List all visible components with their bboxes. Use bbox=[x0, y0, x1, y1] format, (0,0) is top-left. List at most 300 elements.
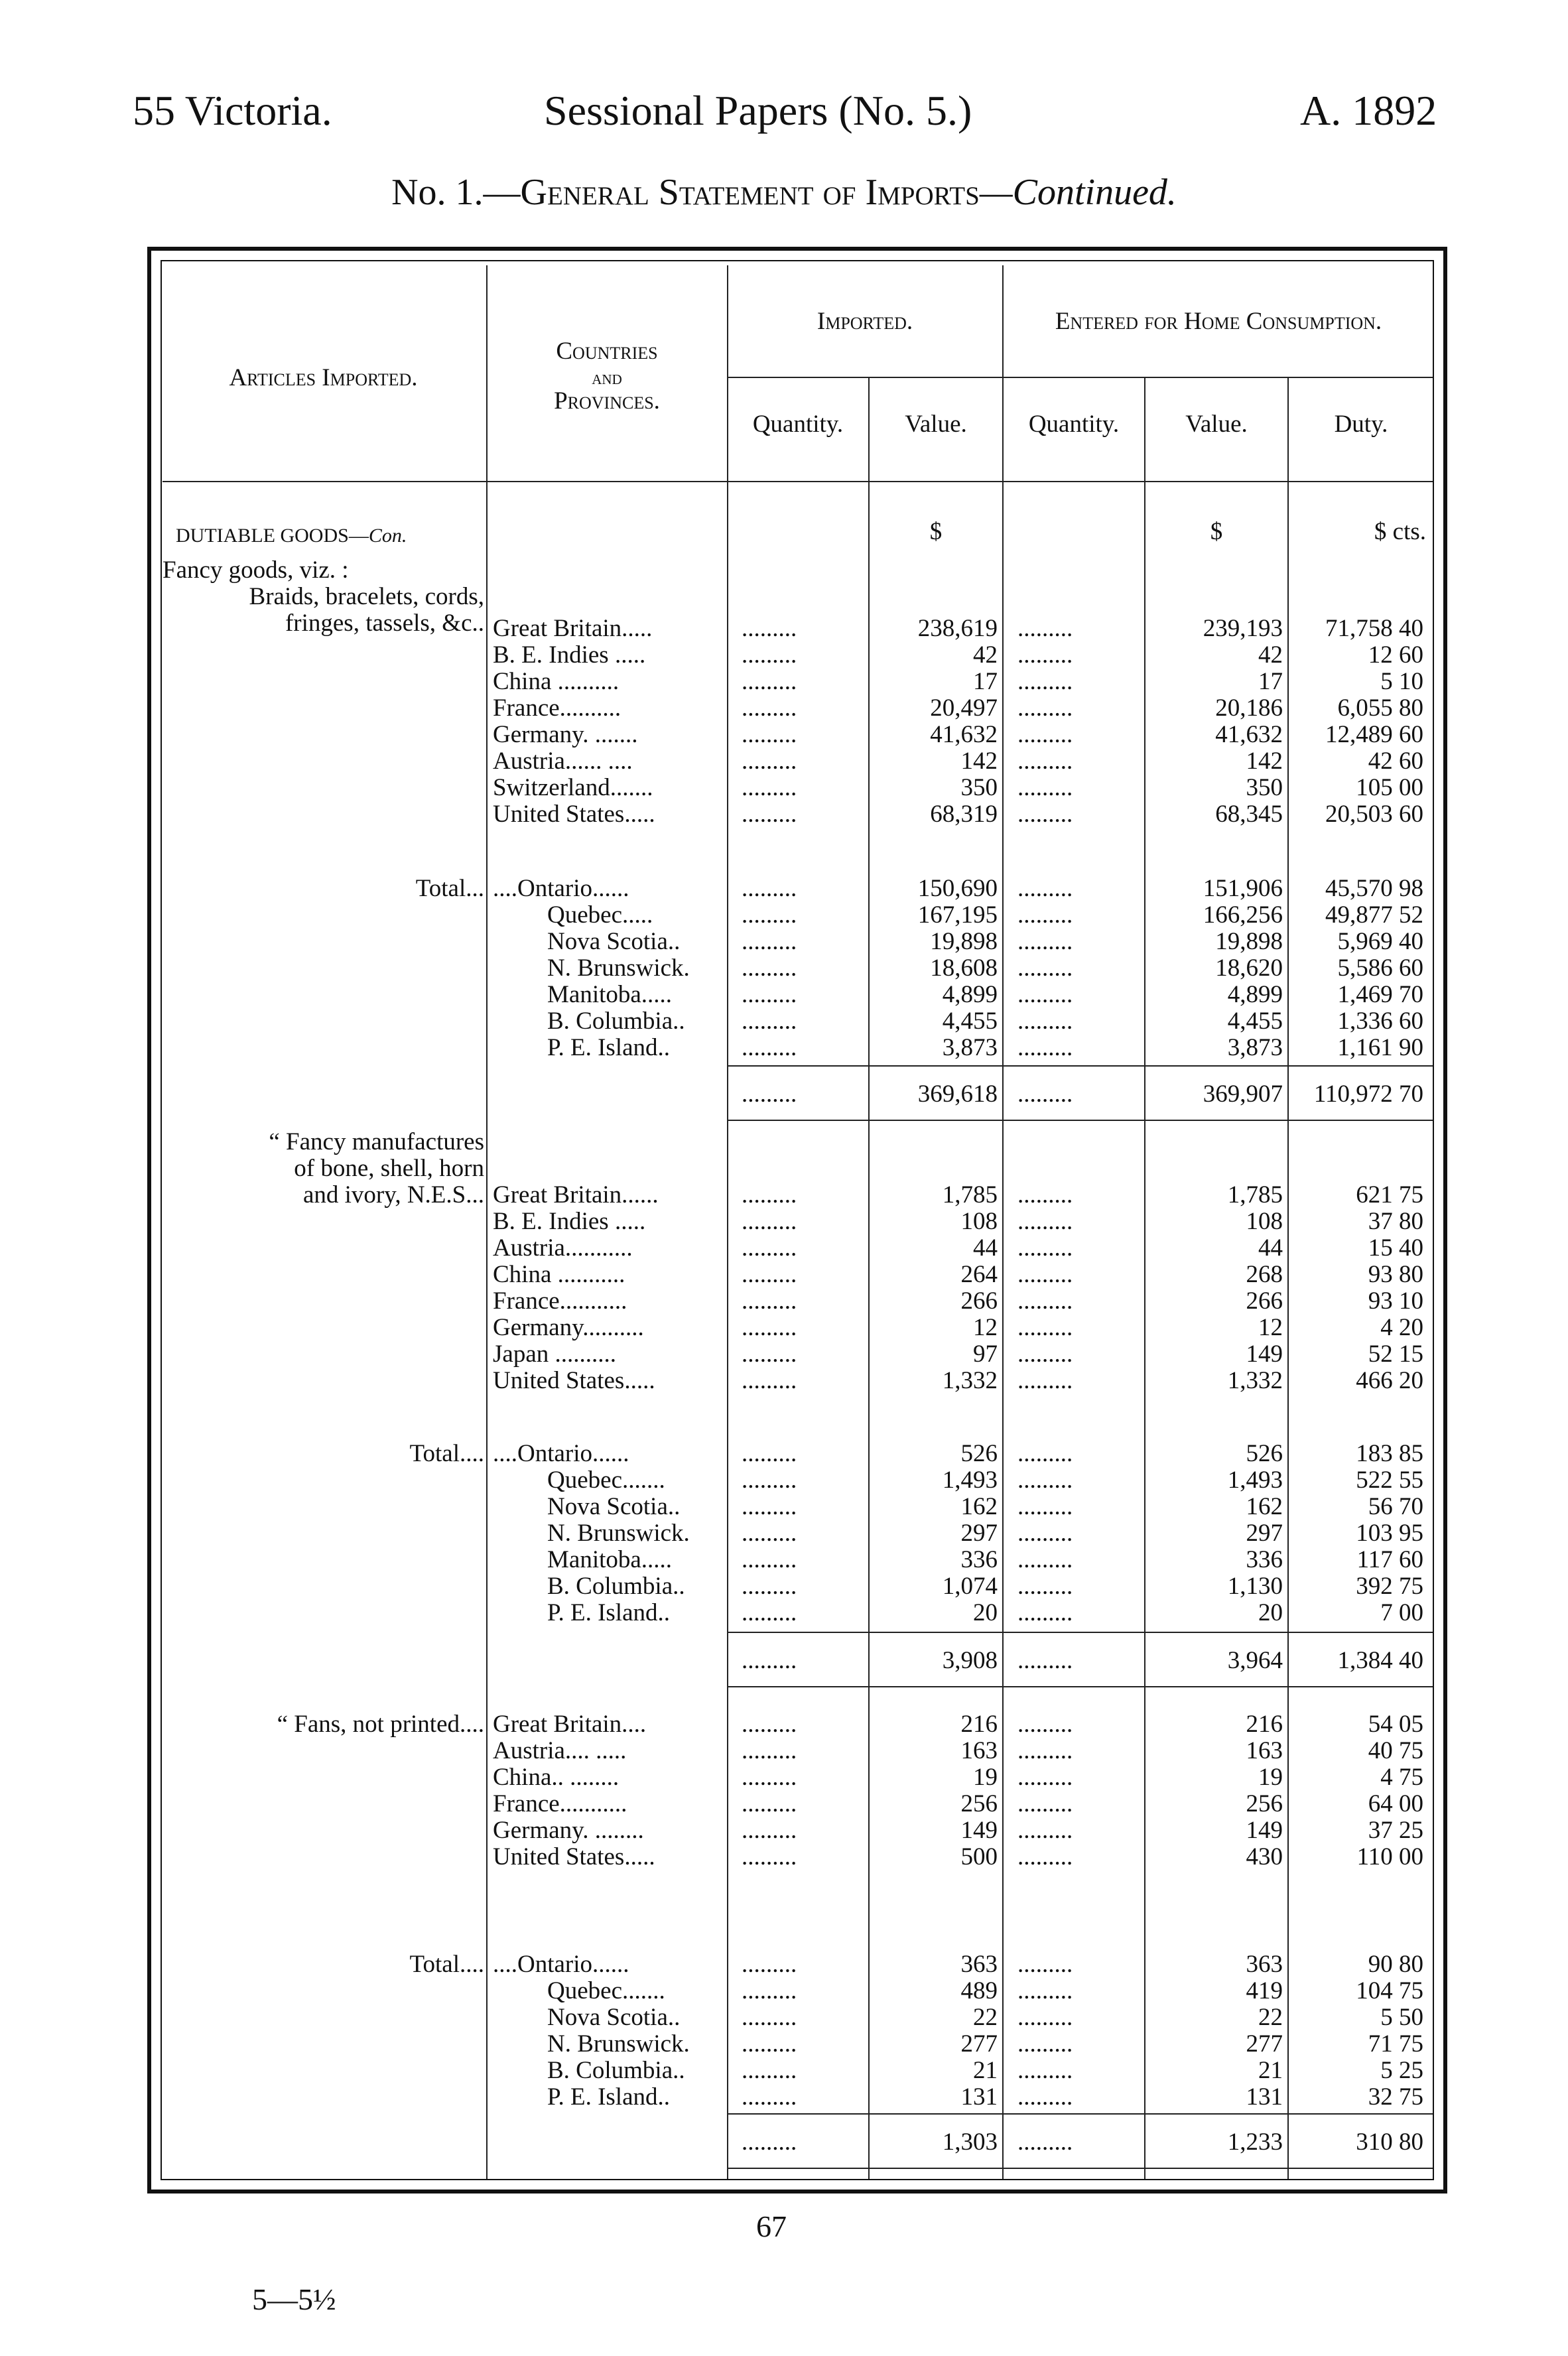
province-cell: Manitoba..... bbox=[547, 981, 673, 1008]
duty-cell: 71 75 bbox=[1368, 2030, 1423, 2058]
value-entered-cell: 277 bbox=[1246, 2030, 1283, 2058]
col-header-value-entered: Value. bbox=[1185, 411, 1248, 438]
value-entered-cell: 20 bbox=[1258, 1599, 1283, 1626]
country-cell: United States..... bbox=[493, 1367, 655, 1394]
quantity-entered-cell: ......... bbox=[1017, 641, 1073, 669]
quantity-entered-cell: ......... bbox=[1017, 1440, 1073, 1467]
quantity-cell: ......... bbox=[742, 668, 797, 695]
col-header-value: Value. bbox=[905, 411, 967, 438]
value-cell: 21 bbox=[973, 2057, 998, 2084]
value-entered-cell: 42 bbox=[1258, 641, 1283, 669]
total-label: Total... bbox=[415, 875, 484, 902]
value-entered-cell: 142 bbox=[1246, 748, 1283, 775]
quantity-cell: ......... bbox=[742, 981, 797, 1008]
quantity-cell: ......... bbox=[742, 954, 797, 982]
value-entered-cell: 1,493 bbox=[1227, 1467, 1283, 1494]
quantity-entered-cell: ......... bbox=[1017, 1843, 1073, 1870]
value-entered-cell: 297 bbox=[1246, 1520, 1283, 1547]
duty-cell: 40 75 bbox=[1368, 1737, 1423, 1764]
quantity-cell: ......... bbox=[742, 1341, 797, 1368]
country-cell: China.. ........ bbox=[493, 1764, 620, 1791]
grand-quantity-cell: ......... bbox=[742, 1647, 797, 1674]
quantity-entered-cell: ......... bbox=[1017, 954, 1073, 982]
value-cell: 20 bbox=[973, 1599, 998, 1626]
value-entered-cell: 19,898 bbox=[1215, 928, 1283, 955]
duty-cell: 42 60 bbox=[1368, 748, 1423, 775]
quantity-cell: ......... bbox=[742, 1790, 797, 1817]
grand-total-rule-bottom bbox=[728, 1686, 1433, 1687]
statement-number: No. 1.— bbox=[391, 172, 521, 213]
country-cell: China .......... bbox=[493, 668, 620, 695]
quantity-entered-cell: ......... bbox=[1017, 1034, 1073, 1061]
quantity-entered-cell: ......... bbox=[1017, 721, 1073, 748]
value-cell: 3,873 bbox=[942, 1034, 998, 1061]
quantity-entered-cell: ......... bbox=[1017, 1977, 1073, 2004]
duty-cell: 71,758 40 bbox=[1325, 615, 1423, 642]
duty-cell: 117 60 bbox=[1356, 1546, 1423, 1573]
unit-value: $ bbox=[929, 518, 943, 545]
quantity-cell: ......... bbox=[742, 1034, 797, 1061]
duty-cell: 4 75 bbox=[1380, 1764, 1423, 1791]
quantity-entered-cell: ......... bbox=[1017, 1493, 1073, 1520]
quantity-cell: ......... bbox=[742, 1467, 797, 1494]
value-entered-cell: 4,455 bbox=[1227, 1008, 1283, 1035]
value-cell: 97 bbox=[973, 1341, 998, 1368]
quantity-cell: ......... bbox=[742, 1711, 797, 1738]
value-cell: 216 bbox=[960, 1711, 998, 1738]
value-entered-cell: 4,899 bbox=[1227, 981, 1283, 1008]
country-cell: Austria........... bbox=[493, 1234, 633, 1262]
quantity-entered-cell: ......... bbox=[1017, 928, 1073, 955]
value-entered-cell: 350 bbox=[1246, 774, 1283, 801]
header-title: Sessional Papers (No. 5.) bbox=[544, 87, 972, 134]
duty-cell: 52 15 bbox=[1368, 1341, 1423, 1368]
rule-quantity2-value2 bbox=[1144, 378, 1145, 2179]
unit-duty: $ cts. bbox=[1374, 518, 1426, 545]
quantity-entered-cell: ......... bbox=[1017, 2057, 1073, 2084]
value-entered-cell: 108 bbox=[1246, 1208, 1283, 1235]
quantity-cell: ......... bbox=[742, 1546, 797, 1573]
province-cell: Quebec....... bbox=[547, 1977, 665, 2004]
value-entered-cell: 22 bbox=[1258, 2004, 1283, 2031]
grand-total-rule-bottom bbox=[728, 1120, 1433, 1121]
col-header-quantity-entered: Quantity. bbox=[1028, 411, 1120, 438]
quantity-entered-cell: ......... bbox=[1017, 801, 1073, 828]
article-name: and ivory, N.E.S... bbox=[302, 1181, 484, 1209]
duty-cell: 7 00 bbox=[1380, 1599, 1423, 1626]
country-cell: United States..... bbox=[493, 1843, 655, 1870]
quantity-entered-cell: ......... bbox=[1017, 2004, 1073, 2031]
quantity-entered-cell: ......... bbox=[1017, 1314, 1073, 1341]
value-cell: 108 bbox=[960, 1208, 998, 1235]
value-cell: 1,493 bbox=[942, 1467, 998, 1494]
value-cell: 42 bbox=[973, 641, 998, 669]
value-entered-cell: 163 bbox=[1246, 1737, 1283, 1764]
value-cell: 4,899 bbox=[942, 981, 998, 1008]
total-label: Total.... bbox=[409, 1440, 484, 1467]
province-cell: Nova Scotia.. bbox=[547, 928, 681, 955]
col-header-imported: Imported. bbox=[817, 308, 913, 335]
section-label bbox=[176, 523, 407, 549]
value-cell: 149 bbox=[960, 1817, 998, 1844]
col-header-articles: Articles Imported. bbox=[229, 364, 418, 391]
value-entered-cell: 68,345 bbox=[1215, 801, 1283, 828]
grand-quantity-cell: ......... bbox=[742, 1080, 797, 1108]
duty-cell: 32 75 bbox=[1368, 2083, 1423, 2111]
province-cell: P. E. Island.. bbox=[547, 1034, 670, 1061]
quantity-cell: ......... bbox=[742, 1843, 797, 1870]
duty-cell: 64 00 bbox=[1368, 1790, 1423, 1817]
quantity-entered-cell: ......... bbox=[1017, 1711, 1073, 1738]
value-cell: 277 bbox=[960, 2030, 998, 2058]
quantity-cell: ......... bbox=[742, 1208, 797, 1235]
grand-value-cell: 369,618 bbox=[917, 1080, 998, 1108]
duty-cell: 37 25 bbox=[1368, 1817, 1423, 1844]
duty-cell: 1,336 60 bbox=[1337, 1008, 1423, 1035]
quantity-entered-cell: ......... bbox=[1017, 1467, 1073, 1494]
quantity-cell: ......... bbox=[742, 721, 797, 748]
province-cell: ....Ontario...... bbox=[493, 1440, 629, 1467]
quantity-cell: ......... bbox=[742, 1234, 797, 1262]
country-cell: B. E. Indies ..... bbox=[493, 641, 646, 669]
article-name: of bone, shell, horn bbox=[294, 1155, 484, 1182]
quantity-cell: ......... bbox=[742, 1737, 797, 1764]
quantity-entered-cell: ......... bbox=[1017, 1008, 1073, 1035]
quantity-cell: ......... bbox=[742, 641, 797, 669]
country-cell: Great Britain..... bbox=[493, 615, 653, 642]
value-entered-cell: 239,193 bbox=[1203, 615, 1283, 642]
duty-cell: 5,969 40 bbox=[1337, 928, 1423, 955]
quantity-entered-cell: ......... bbox=[1017, 1520, 1073, 1547]
value-entered-cell: 1,332 bbox=[1227, 1367, 1283, 1394]
quantity-cell: ......... bbox=[742, 1520, 797, 1547]
quantity-cell: ......... bbox=[742, 1764, 797, 1791]
grand-value-cell: 1,303 bbox=[942, 2128, 998, 2156]
value-entered-cell: 149 bbox=[1246, 1817, 1283, 1844]
province-cell: Nova Scotia.. bbox=[547, 1493, 681, 1520]
quantity-entered-cell: ......... bbox=[1017, 1790, 1073, 1817]
quantity-entered-cell: ......... bbox=[1017, 1951, 1073, 1978]
value-cell: 238,619 bbox=[917, 615, 998, 642]
country-cell: Switzerland....... bbox=[493, 774, 653, 801]
quantity-cell: ......... bbox=[742, 1977, 797, 2004]
province-cell: P. E. Island.. bbox=[547, 1599, 670, 1626]
quantity-cell: ......... bbox=[742, 1817, 797, 1844]
quantity-entered-cell: ......... bbox=[1017, 1367, 1073, 1394]
quantity-entered-cell: ......... bbox=[1017, 668, 1073, 695]
duty-cell: 103 95 bbox=[1356, 1520, 1423, 1547]
duty-cell: 5 50 bbox=[1380, 2004, 1423, 2031]
country-cell: B. E. Indies ..... bbox=[493, 1208, 646, 1235]
quantity-cell: ......... bbox=[742, 694, 797, 722]
col-header-entered: Entered for Home Consumption. bbox=[1055, 308, 1382, 335]
province-cell: P. E. Island.. bbox=[547, 2083, 670, 2111]
value-cell: 500 bbox=[960, 1843, 998, 1870]
quantity-cell: ......... bbox=[742, 748, 797, 775]
duty-cell: 56 70 bbox=[1368, 1493, 1423, 1520]
value-cell: 162 bbox=[960, 1493, 998, 1520]
duty-cell: 45,570 98 bbox=[1325, 875, 1423, 902]
value-entered-cell: 149 bbox=[1246, 1341, 1283, 1368]
quantity-cell: ......... bbox=[742, 1314, 797, 1341]
duty-cell: 4 20 bbox=[1380, 1314, 1423, 1341]
quantity-cell: ......... bbox=[742, 1008, 797, 1035]
value-cell: 163 bbox=[960, 1737, 998, 1764]
duty-cell: 1,469 70 bbox=[1337, 981, 1423, 1008]
rule-imported-entered bbox=[1002, 265, 1004, 2179]
section-label-text: DUTIABLE GOODS— bbox=[176, 525, 369, 547]
value-entered-cell: 20,186 bbox=[1215, 694, 1283, 722]
value-cell: 264 bbox=[960, 1261, 998, 1288]
quantity-entered-cell: ......... bbox=[1017, 748, 1073, 775]
country-cell: Germany. ....... bbox=[493, 721, 638, 748]
grand-quantity-entered-cell: ......... bbox=[1017, 2128, 1073, 2156]
grand-total-rule-bottom bbox=[728, 2168, 1433, 2169]
province-cell: Quebec....... bbox=[547, 1467, 665, 1494]
col-header-quantity: Quantity. bbox=[752, 411, 844, 438]
grand-total-rule-top bbox=[728, 2113, 1433, 2115]
quantity-cell: ......... bbox=[742, 1261, 797, 1288]
value-cell: 256 bbox=[960, 1790, 998, 1817]
value-cell: 167,195 bbox=[917, 901, 998, 929]
value-cell: 1,785 bbox=[942, 1181, 998, 1209]
quantity-entered-cell: ......... bbox=[1017, 1234, 1073, 1262]
quantity-cell: ......... bbox=[742, 801, 797, 828]
article-name: “ Fans, not printed.... bbox=[277, 1711, 484, 1738]
quantity-cell: ......... bbox=[742, 875, 797, 902]
quantity-entered-cell: ......... bbox=[1017, 1341, 1073, 1368]
duty-cell: 104 75 bbox=[1356, 1977, 1423, 2004]
statement-title bbox=[0, 171, 1568, 214]
province-cell: ....Ontario...... bbox=[493, 875, 629, 902]
value-entered-cell: 17 bbox=[1258, 668, 1283, 695]
header-year: A. 1892 bbox=[1300, 87, 1437, 134]
rule-quantity-value bbox=[868, 378, 870, 2179]
value-entered-cell: 266 bbox=[1246, 1287, 1283, 1315]
quantity-entered-cell: ......... bbox=[1017, 1817, 1073, 1844]
value-cell: 22 bbox=[973, 2004, 998, 2031]
duty-cell: 105 00 bbox=[1356, 774, 1423, 801]
grand-quantity-entered-cell: ......... bbox=[1017, 1080, 1073, 1108]
country-cell: China ........... bbox=[493, 1261, 625, 1288]
quantity-entered-cell: ......... bbox=[1017, 1737, 1073, 1764]
rule-articles-countries bbox=[486, 265, 488, 2179]
duty-cell: 12 60 bbox=[1368, 641, 1423, 669]
value-cell: 44 bbox=[973, 1234, 998, 1262]
quantity-cell: ......... bbox=[742, 2057, 797, 2084]
quantity-entered-cell: ......... bbox=[1017, 875, 1073, 902]
value-entered-cell: 1,130 bbox=[1227, 1573, 1283, 1600]
province-cell: N. Brunswick. bbox=[547, 954, 690, 982]
value-entered-cell: 256 bbox=[1246, 1790, 1283, 1817]
col-header-provinces: Provinces. bbox=[554, 387, 660, 415]
country-cell: Austria...... .... bbox=[493, 748, 633, 775]
quantity-cell: ......... bbox=[742, 1367, 797, 1394]
duty-cell: 37 80 bbox=[1368, 1208, 1423, 1235]
value-entered-cell: 21 bbox=[1258, 2057, 1283, 2084]
duty-cell: 5 25 bbox=[1380, 2057, 1423, 2084]
value-cell: 336 bbox=[960, 1546, 998, 1573]
country-cell: United States..... bbox=[493, 801, 655, 828]
quantity-cell: ......... bbox=[742, 1951, 797, 1978]
rule-value2-duty bbox=[1287, 378, 1289, 2179]
grand-duty-cell: 1,384 40 bbox=[1337, 1647, 1423, 1674]
value-entered-cell: 526 bbox=[1246, 1440, 1283, 1467]
grand-value-entered-cell: 1,233 bbox=[1227, 2128, 1283, 2156]
quantity-cell: ......... bbox=[742, 1287, 797, 1315]
grand-value-cell: 3,908 bbox=[942, 1647, 998, 1674]
quantity-cell: ......... bbox=[742, 1493, 797, 1520]
province-cell: Manitoba..... bbox=[547, 1546, 673, 1573]
value-cell: 19,898 bbox=[930, 928, 998, 955]
province-cell: B. Columbia.. bbox=[547, 1008, 685, 1035]
value-cell: 12 bbox=[973, 1314, 998, 1341]
grand-total-rule-top bbox=[728, 1632, 1433, 1633]
duty-cell: 1,161 90 bbox=[1337, 1034, 1423, 1061]
unit-value-entered: $ bbox=[1210, 518, 1223, 545]
country-cell: Great Britain.... bbox=[493, 1711, 647, 1738]
value-cell: 41,632 bbox=[930, 721, 998, 748]
quantity-cell: ......... bbox=[742, 928, 797, 955]
duty-cell: 466 20 bbox=[1356, 1367, 1423, 1394]
grand-value-entered-cell: 3,964 bbox=[1227, 1647, 1283, 1674]
header-rule-group bbox=[728, 377, 1433, 378]
duty-cell: 12,489 60 bbox=[1325, 721, 1423, 748]
quantity-entered-cell: ......... bbox=[1017, 1261, 1073, 1288]
duty-cell: 93 10 bbox=[1368, 1287, 1423, 1315]
duty-cell: 15 40 bbox=[1368, 1234, 1423, 1262]
value-cell: 363 bbox=[960, 1951, 998, 1978]
section-label-italic: Con. bbox=[368, 525, 407, 547]
duty-cell: 93 80 bbox=[1368, 1261, 1423, 1288]
value-entered-cell: 19 bbox=[1258, 1764, 1283, 1791]
duty-cell: 54 05 bbox=[1368, 1711, 1423, 1738]
value-cell: 18,608 bbox=[930, 954, 998, 982]
quantity-cell: ......... bbox=[742, 1440, 797, 1467]
header-volume: 55 Victoria. bbox=[133, 87, 332, 134]
quantity-cell: ......... bbox=[742, 1599, 797, 1626]
quantity-entered-cell: ......... bbox=[1017, 774, 1073, 801]
value-entered-cell: 363 bbox=[1246, 1951, 1283, 1978]
quantity-entered-cell: ......... bbox=[1017, 1573, 1073, 1600]
country-cell: Germany.......... bbox=[493, 1314, 644, 1341]
quantity-cell: ......... bbox=[742, 615, 797, 642]
grand-value-entered-cell: 369,907 bbox=[1203, 1080, 1283, 1108]
value-cell: 526 bbox=[960, 1440, 998, 1467]
article-name: Fancy goods, viz. : bbox=[163, 556, 349, 584]
value-entered-cell: 3,873 bbox=[1227, 1034, 1283, 1061]
country-cell: Japan .......... bbox=[493, 1341, 616, 1368]
header-rule-bottom bbox=[163, 481, 1433, 482]
value-cell: 17 bbox=[973, 668, 998, 695]
quantity-entered-cell: ......... bbox=[1017, 1208, 1073, 1235]
value-entered-cell: 336 bbox=[1246, 1546, 1283, 1573]
grand-quantity-cell: ......... bbox=[742, 2128, 797, 2156]
quantity-cell: ......... bbox=[742, 1181, 797, 1209]
quantity-entered-cell: ......... bbox=[1017, 2030, 1073, 2058]
value-entered-cell: 41,632 bbox=[1215, 721, 1283, 748]
value-cell: 20,497 bbox=[930, 694, 998, 722]
grand-duty-cell: 110,972 70 bbox=[1313, 1080, 1423, 1108]
total-label: Total.... bbox=[409, 1951, 484, 1978]
duty-cell: 5,586 60 bbox=[1337, 954, 1423, 982]
value-entered-cell: 430 bbox=[1246, 1843, 1283, 1870]
article-name: “ Fancy manufactures bbox=[269, 1128, 484, 1155]
value-cell: 489 bbox=[960, 1977, 998, 2004]
quantity-entered-cell: ......... bbox=[1017, 1599, 1073, 1626]
rule-countries-imported bbox=[727, 265, 728, 2179]
grand-quantity-entered-cell: ......... bbox=[1017, 1647, 1073, 1674]
value-entered-cell: 131 bbox=[1246, 2083, 1283, 2111]
duty-cell: 6,055 80 bbox=[1337, 694, 1423, 722]
grand-total-rule-top bbox=[728, 1065, 1433, 1067]
value-entered-cell: 166,256 bbox=[1203, 901, 1283, 929]
value-cell: 350 bbox=[960, 774, 998, 801]
province-cell: B. Columbia.. bbox=[547, 1573, 685, 1600]
value-entered-cell: 44 bbox=[1258, 1234, 1283, 1262]
duty-cell: 90 80 bbox=[1368, 1951, 1423, 1978]
country-cell: France........... bbox=[493, 1287, 627, 1315]
province-cell: ....Ontario...... bbox=[493, 1951, 629, 1978]
country-cell: Great Britain...... bbox=[493, 1181, 659, 1209]
value-cell: 131 bbox=[960, 2083, 998, 2111]
province-cell: Nova Scotia.. bbox=[547, 2004, 681, 2031]
quantity-entered-cell: ......... bbox=[1017, 2083, 1073, 2111]
country-cell: Austria.... ..... bbox=[493, 1737, 627, 1764]
value-entered-cell: 12 bbox=[1258, 1314, 1283, 1341]
value-entered-cell: 1,785 bbox=[1227, 1181, 1283, 1209]
page-number: 67 bbox=[756, 2209, 787, 2243]
quantity-cell: ......... bbox=[742, 2004, 797, 2031]
value-entered-cell: 268 bbox=[1246, 1261, 1283, 1288]
quantity-cell: ......... bbox=[742, 901, 797, 929]
value-entered-cell: 162 bbox=[1246, 1493, 1283, 1520]
duty-cell: 183 85 bbox=[1356, 1440, 1423, 1467]
value-entered-cell: 419 bbox=[1246, 1977, 1283, 2004]
quantity-cell: ......... bbox=[742, 774, 797, 801]
grand-duty-cell: 310 80 bbox=[1356, 2128, 1423, 2156]
col-header-duty: Duty. bbox=[1334, 411, 1388, 438]
quantity-entered-cell: ......... bbox=[1017, 901, 1073, 929]
value-cell: 68,319 bbox=[930, 801, 998, 828]
country-cell: France........... bbox=[493, 1790, 627, 1817]
value-cell: 297 bbox=[960, 1520, 998, 1547]
statement-continued: —Continued. bbox=[979, 172, 1177, 213]
article-name: Braids, bracelets, cords, bbox=[249, 583, 484, 610]
printer-signature: 5—5½ bbox=[252, 2282, 336, 2316]
quantity-entered-cell: ......... bbox=[1017, 694, 1073, 722]
quantity-entered-cell: ......... bbox=[1017, 1287, 1073, 1315]
country-cell: France.......... bbox=[493, 694, 621, 722]
col-header-countries-and: and bbox=[592, 367, 622, 389]
duty-cell: 5 10 bbox=[1380, 668, 1423, 695]
value-entered-cell: 18,620 bbox=[1215, 954, 1283, 982]
province-cell: B. Columbia.. bbox=[547, 2057, 685, 2084]
value-cell: 4,455 bbox=[942, 1008, 998, 1035]
duty-cell: 522 55 bbox=[1356, 1467, 1423, 1494]
article-name: fringes, tassels, &c.. bbox=[285, 610, 484, 637]
statement-name: General Statement of Imports bbox=[520, 172, 980, 213]
quantity-cell: ......... bbox=[742, 2083, 797, 2111]
province-cell: Quebec..... bbox=[547, 901, 653, 929]
quantity-entered-cell: ......... bbox=[1017, 615, 1073, 642]
value-cell: 150,690 bbox=[917, 875, 998, 902]
duty-cell: 621 75 bbox=[1356, 1181, 1423, 1209]
duty-cell: 110 00 bbox=[1356, 1843, 1423, 1870]
country-cell: Germany. ........ bbox=[493, 1817, 644, 1844]
quantity-entered-cell: ......... bbox=[1017, 1181, 1073, 1209]
value-cell: 142 bbox=[960, 748, 998, 775]
